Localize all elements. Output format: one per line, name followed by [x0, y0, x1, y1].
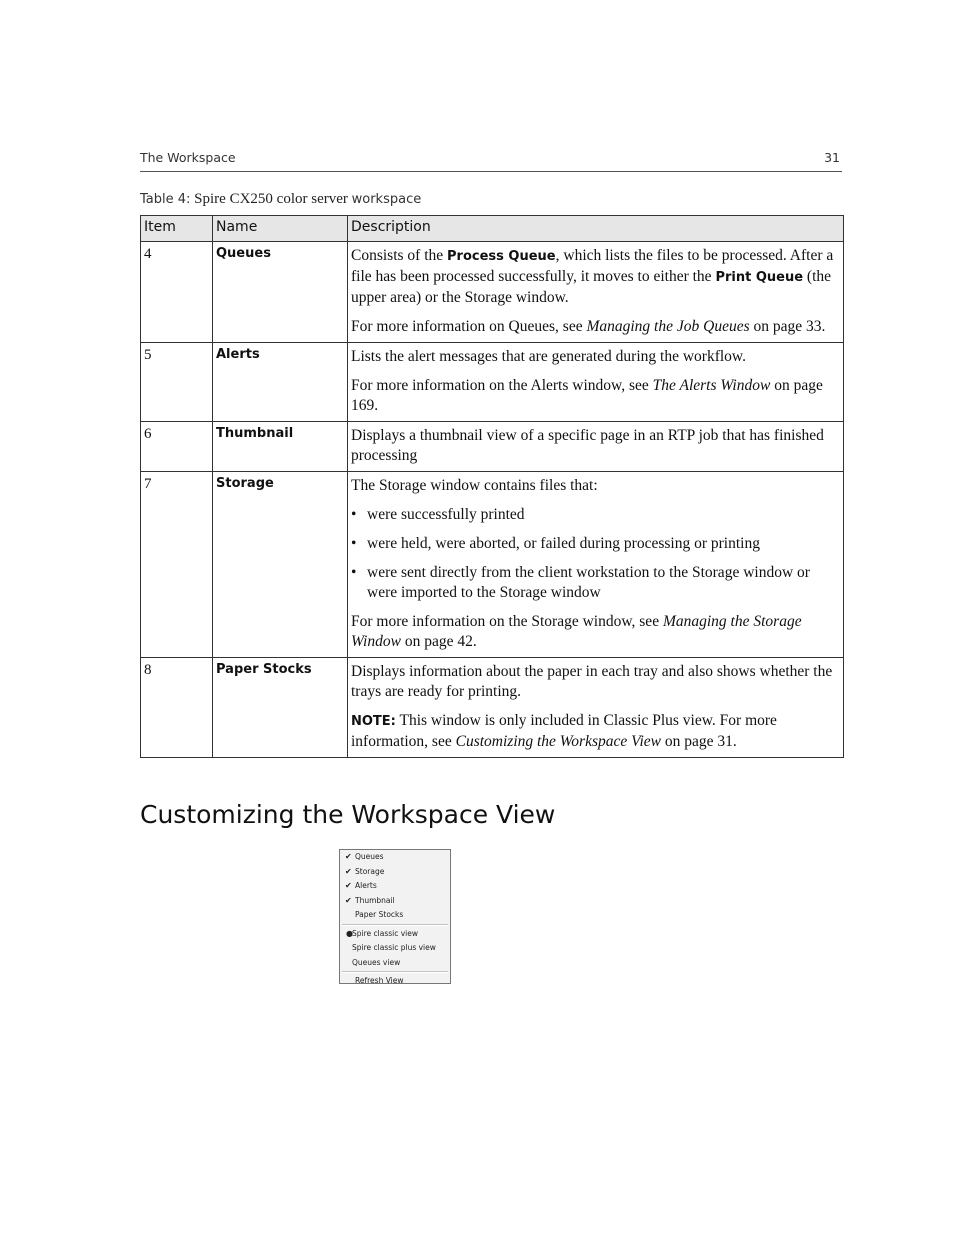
row-name: Storage	[213, 472, 348, 658]
text-run: on page 31.	[660, 733, 737, 750]
bullet-text: were successfully printed	[367, 506, 525, 523]
text-run: For more information on the Alerts window, see	[351, 377, 653, 394]
row-name: Queues	[213, 242, 348, 343]
menu-item-storage[interactable]	[340, 865, 450, 880]
table-row	[141, 242, 844, 343]
menu-item-label: Paper Stocks	[355, 910, 404, 919]
workspace-table	[140, 215, 844, 758]
table-row	[141, 343, 844, 422]
menu-item-queues-view[interactable]	[340, 956, 450, 971]
menu-item-label: Thumbnail	[355, 895, 395, 905]
table-row	[141, 658, 844, 758]
bullet-item	[351, 505, 840, 525]
table-caption	[140, 191, 421, 208]
reference-title: Managing the Job Queues	[586, 318, 750, 335]
bullet-item	[351, 534, 840, 554]
row-description	[348, 242, 844, 343]
description-paragraph: Displays information about the paper in each tray and also shows whether the trays are ready for printing.	[351, 663, 833, 700]
description-paragraph: The Storage window contains files that:	[351, 477, 598, 494]
menu-item-thumbnail[interactable]	[340, 894, 450, 909]
cross-reference	[351, 612, 840, 652]
table-row	[141, 422, 844, 472]
text-run: Consists of the	[351, 247, 448, 264]
checkmark-icon: ✔	[345, 881, 352, 890]
row-description	[348, 472, 844, 658]
menu-item-spire-classic-view[interactable]	[340, 927, 450, 942]
text-run: For more information on the Storage window, see	[351, 613, 663, 630]
reference-title: Managing the Storage Window	[351, 613, 802, 650]
checkmark-icon: ✔	[345, 852, 352, 861]
cross-reference	[351, 317, 840, 337]
menu-item-paper-stocks[interactable]	[340, 908, 450, 923]
row-description	[348, 343, 844, 422]
menu-item-label: Refresh View	[355, 976, 404, 985]
text-run: on page 33.	[749, 318, 826, 335]
bullet-icon: •	[351, 564, 357, 581]
column-header-name: Name	[213, 216, 348, 242]
table-header-row	[141, 216, 844, 242]
page-number: 31	[824, 150, 840, 165]
menu-item-label: Queues view	[352, 957, 401, 967]
menu-item-refresh-view[interactable]	[340, 974, 450, 989]
checkmark-icon: ✔	[345, 895, 352, 905]
view-context-menu	[339, 849, 451, 984]
caption-suffix: workspace	[351, 192, 422, 207]
caption-title: Spire CX250 color server	[194, 191, 348, 207]
text-run: (the upper area) or the Storage window.	[351, 268, 832, 306]
menu-item-alerts[interactable]	[340, 879, 450, 894]
text-run: on page 42.	[400, 633, 477, 650]
table-row	[141, 472, 844, 658]
text-run: This window is only included in Classic Plus view. For more information, see	[351, 712, 777, 750]
menu-item-label: Alerts	[355, 881, 377, 890]
column-header-item: Item	[141, 216, 213, 242]
note-paragraph	[351, 711, 840, 752]
row-name: Alerts	[213, 343, 348, 422]
text-run: on page 169.	[351, 377, 823, 414]
description-paragraph: Lists the alert messages that are generated during the workflow.	[351, 348, 746, 365]
menu-separator	[342, 971, 448, 973]
cross-reference	[351, 376, 840, 416]
text-run: , which lists the files to be processed. After a file has been processed successfully, it moves to either the	[351, 247, 834, 285]
radio-selected-icon: ●	[346, 928, 353, 938]
reference-title: The Alerts Window	[652, 377, 771, 394]
description-paragraph: Displays a thumbnail view of a specific page in an RTP job that has finished processing	[351, 427, 824, 464]
ui-term-print-queue: Print Queue	[715, 270, 804, 285]
bullet-icon: •	[351, 506, 357, 523]
menu-separator	[342, 924, 448, 926]
bullet-icon: •	[351, 535, 357, 552]
column-header-description: Description	[348, 216, 844, 242]
bullet-text: were sent directly from the client workstation to the Storage window or were imported to the Storage window	[367, 564, 810, 601]
row-name: Paper Stocks	[213, 658, 348, 758]
menu-item-spire-classic-plus-view[interactable]	[340, 941, 450, 956]
menu-item-queues[interactable]	[340, 850, 450, 865]
row-name: Thumbnail	[213, 422, 348, 472]
description-paragraph	[351, 246, 840, 308]
menu-item-label: Queues	[355, 852, 384, 861]
header-section-title: The Workspace	[140, 150, 236, 165]
row-item-number: 7	[141, 472, 213, 658]
menu-item-label: Storage	[355, 866, 385, 876]
bullet-text: were held, were aborted, or failed during processing or printing	[367, 535, 760, 552]
bullet-item	[351, 563, 840, 603]
row-item-number: 8	[141, 658, 213, 758]
reference-title: Customizing the Workspace View	[455, 733, 661, 750]
row-description	[348, 658, 844, 758]
menu-item-label: Spire classic plus view	[352, 943, 436, 952]
row-item-number: 4	[141, 242, 213, 343]
text-run: For more information on Queues, see	[351, 318, 587, 335]
row-item-number: 6	[141, 422, 213, 472]
running-header	[140, 149, 842, 172]
menu-item-label: Spire classic view	[352, 928, 419, 938]
ui-term-process-queue: Process Queue	[447, 249, 556, 264]
checkmark-icon: ✔	[345, 866, 352, 876]
row-description	[348, 422, 844, 472]
row-item-number: 5	[141, 343, 213, 422]
note-label: NOTE:	[351, 714, 396, 729]
section-heading: Customizing the Workspace View	[140, 800, 556, 829]
caption-label: Table 4:	[140, 192, 191, 207]
